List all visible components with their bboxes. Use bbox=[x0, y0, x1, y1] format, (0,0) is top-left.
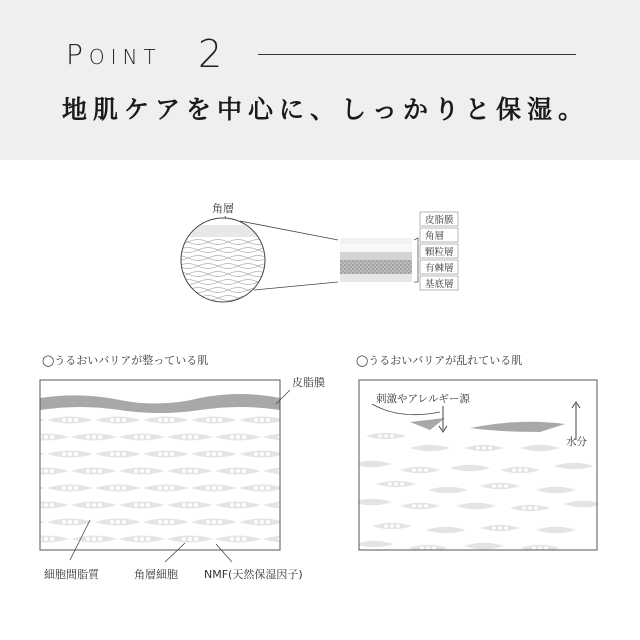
nmf-dot bbox=[492, 484, 496, 488]
layer-label-5: 基底層 bbox=[425, 279, 454, 290]
layer-labels bbox=[420, 212, 458, 290]
nmf-dot bbox=[518, 468, 522, 472]
nmf-dot bbox=[498, 526, 502, 530]
layer-label-2: 角層 bbox=[425, 231, 445, 242]
point-label bbox=[66, 38, 162, 71]
nmf-dot bbox=[488, 446, 492, 450]
nmf-dot bbox=[424, 468, 428, 472]
nmf-dot bbox=[390, 524, 394, 528]
mini-cell bbox=[168, 288, 188, 293]
damaged-skin-diagram bbox=[0, 360, 640, 620]
nmf-dot bbox=[528, 506, 532, 510]
nmf-dot bbox=[524, 468, 528, 472]
nmf-dot bbox=[384, 434, 388, 438]
label-intercellular-lipids: 細胞間脂質 bbox=[44, 568, 99, 581]
point-rest: OINT bbox=[88, 45, 162, 69]
nmf-dot bbox=[498, 484, 502, 488]
mini-cell bbox=[278, 280, 298, 285]
mini-cell bbox=[268, 256, 288, 261]
water-label: 水分 bbox=[566, 436, 587, 448]
mini-cell bbox=[278, 248, 298, 253]
nmf-dot bbox=[418, 468, 422, 472]
nmf-dot bbox=[400, 482, 404, 486]
layer-label-1: 皮脂膜 bbox=[425, 215, 454, 226]
nmf-dot bbox=[394, 482, 398, 486]
nmf-dot bbox=[420, 546, 424, 550]
nmf-dot bbox=[512, 468, 516, 472]
layer-granular bbox=[340, 252, 412, 260]
mini-cell bbox=[268, 272, 288, 277]
nmf-dot bbox=[378, 434, 382, 438]
layer-stratum-corneum bbox=[340, 244, 412, 252]
layer-basal bbox=[340, 274, 412, 282]
nmf-dot bbox=[424, 504, 428, 508]
nmf-dot bbox=[390, 434, 394, 438]
mini-cell bbox=[268, 240, 288, 245]
nmf-dot bbox=[504, 526, 508, 530]
mini-cell bbox=[278, 264, 298, 269]
layer-bracket bbox=[414, 238, 418, 282]
nmf-dot bbox=[432, 546, 436, 550]
nmf-dot bbox=[504, 484, 508, 488]
irritant-label: 刺激やアレルギー源 bbox=[376, 393, 470, 405]
nmf-dot bbox=[412, 468, 416, 472]
healthy-sebum-label: 皮脂膜 bbox=[292, 376, 325, 389]
label-nmf: NMF(天然保湿因子) bbox=[204, 568, 303, 581]
nmf-dot bbox=[388, 482, 392, 486]
header-rule bbox=[258, 54, 576, 55]
point-number: 2 bbox=[198, 32, 223, 76]
nmf-dot bbox=[384, 524, 388, 528]
header-band bbox=[0, 0, 640, 160]
damaged-title: ◯うるおいバリアが乱れている肌 bbox=[356, 354, 523, 367]
layer-label-3: 顆粒層 bbox=[425, 247, 454, 258]
nmf-dot bbox=[476, 446, 480, 450]
nmf-dot bbox=[418, 504, 422, 508]
nmf-dot bbox=[544, 546, 548, 550]
mini-cell bbox=[178, 296, 198, 301]
label-corneocyte: 角層細胞 bbox=[134, 568, 178, 581]
mini-cell bbox=[278, 296, 298, 301]
layer-sebum bbox=[340, 238, 412, 244]
nmf-dot bbox=[522, 506, 526, 510]
nmf-dot bbox=[426, 546, 430, 550]
nmf-dot bbox=[532, 546, 536, 550]
nmf-dot bbox=[492, 526, 496, 530]
nmf-dot bbox=[396, 524, 400, 528]
nmf-dot bbox=[482, 446, 486, 450]
headline: 地肌ケアを中心に、しっかりと保湿。 bbox=[62, 95, 590, 124]
magnify-line-bottom bbox=[254, 282, 338, 290]
layer-label-4: 有棘層 bbox=[425, 263, 454, 274]
callout-kakuso: 角層 bbox=[212, 202, 234, 215]
nmf-dot bbox=[538, 546, 542, 550]
nmf-dot bbox=[534, 506, 538, 510]
healthy-title: ◯うるおいバリアが整っている肌 bbox=[42, 354, 209, 367]
mini-cell bbox=[258, 280, 278, 285]
layer-spinous bbox=[340, 260, 412, 274]
point-initial: P bbox=[66, 38, 89, 71]
nmf-dot bbox=[412, 504, 416, 508]
mini-cell bbox=[258, 296, 278, 301]
